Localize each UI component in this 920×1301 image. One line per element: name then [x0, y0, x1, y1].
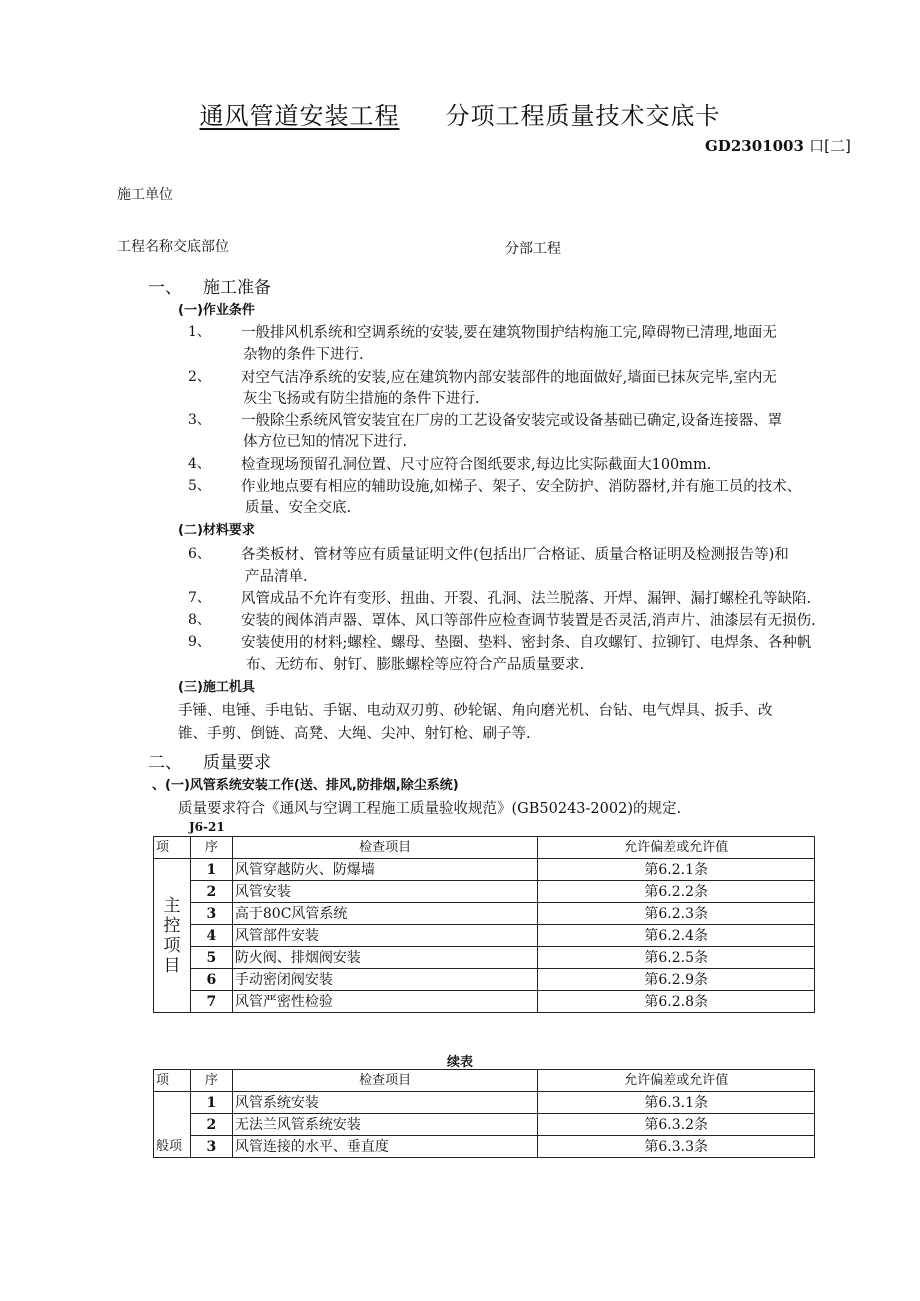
section2-sub1: 、(一)风管系统安装工作(送、排风,防排烟,除尘系统) — [152, 778, 459, 793]
list-item-text: 产品清单. — [245, 569, 308, 585]
list-item-number: 4、 — [188, 456, 211, 472]
seq-cell: 6 — [190, 969, 232, 991]
item-cell: 风管部件安装 — [232, 925, 538, 947]
value-cell: 第6.2.2条 — [538, 881, 815, 903]
item-cell: 风管连接的水平、垂直度 — [232, 1136, 538, 1158]
value-cell: 第6.2.5条 — [538, 947, 815, 969]
section1-sub1: (一)作业条件 — [178, 303, 255, 318]
header-cell: 允许偏差或允许值 — [538, 1070, 815, 1092]
list-item-number: 8、 — [188, 612, 211, 628]
header-cell: 检查项目 — [232, 1070, 538, 1092]
seq-cell: 5 — [190, 947, 232, 969]
value-cell: 第6.2.4条 — [538, 925, 815, 947]
table-row — [154, 859, 815, 881]
header-cell: 项 — [154, 1070, 191, 1092]
list-item-text: 质量、安全交底. — [245, 500, 352, 516]
section1-sub3: (三)施工机具 — [178, 680, 255, 695]
value-cell: 第6.2.9条 — [538, 969, 815, 991]
table-row — [154, 947, 815, 969]
table-header-row — [154, 1070, 815, 1092]
seq-cell: 3 — [190, 903, 232, 925]
main-control-table — [153, 836, 815, 1013]
table-row — [154, 925, 815, 947]
list-item-number: 2、 — [188, 369, 211, 385]
tools-text: 锥、手剪、倒链、高凳、大绳、尖冲、射钉枪、刷子等. — [178, 726, 531, 742]
table-caption: 续表 — [446, 1055, 473, 1070]
item-cell: 风管严密性检验 — [232, 991, 538, 1013]
section2-description: 质量要求符合《通风与空调工程施工质量验收规范》(GB50243-2002)的规定. — [178, 801, 682, 817]
seq-cell: 2 — [190, 881, 232, 903]
seq-cell: 1 — [190, 859, 232, 881]
header-cell: 序 — [190, 837, 232, 859]
header-cell: 序 — [190, 1070, 232, 1092]
item-cell: 风管安装 — [232, 881, 538, 903]
section2-number: 二、 — [148, 753, 182, 773]
item-cell: 无法兰风管系统安装 — [232, 1114, 538, 1136]
table-header-row — [154, 837, 815, 859]
table-row — [154, 881, 815, 903]
group-label-general: 般项 — [154, 1092, 191, 1158]
table-row — [154, 1092, 815, 1114]
value-cell: 第6.2.8条 — [538, 991, 815, 1013]
list-item-number: 7、 — [188, 590, 211, 606]
section1-sub2: (二)材料要求 — [178, 523, 255, 538]
code-boxes: 口[二] — [809, 137, 851, 155]
list-item-text: 灰尘飞扬或有防尘措施的条件下进行. — [243, 391, 480, 407]
value-cell: 第6.3.3条 — [538, 1136, 815, 1158]
item-cell: 高于80C风管系统 — [232, 903, 538, 925]
list-item-text: 一般除尘系统风管安装宜在厂房的工艺设备安装完或设备基础已确定,设备连接器、罩 — [241, 413, 783, 429]
document-code — [705, 135, 851, 156]
list-item-number: 6、 — [188, 546, 211, 562]
list-item-text: 一般排风机系统和空调系统的安装,要在建筑物围护结构施工完,障碍物已清理,地面无 — [241, 325, 777, 341]
seq-cell: 7 — [190, 991, 232, 1013]
group-label-main-control: 主 控 项 目 — [154, 859, 191, 1013]
header-cell: 项 — [154, 837, 191, 859]
list-item-text: 安装使用的材料;螺栓、螺母、垫圈、垫料、密封条、自攻螺钉、拉铆钉、电焊条、各种帆 — [241, 635, 812, 651]
title-project: 通风管道安装工程 — [199, 102, 400, 130]
title-main: 分项工程质量技术交底卡 — [445, 102, 721, 130]
construction-unit-label: 施工单位 — [117, 187, 173, 203]
list-item-text: 体方位已知的情况下进行. — [243, 434, 408, 450]
list-item-text: 检查现场预留孔洞位置、尺寸应符合图纸要求,每边比实际截面大100mm. — [241, 457, 712, 473]
list-item-text: 风管成品不允许有变形、扭曲、开裂、孔洞、法兰脱落、开焊、漏钾、漏打螺栓孔等缺陷. — [241, 591, 812, 607]
general-items-table — [153, 1069, 815, 1158]
table-row — [154, 903, 815, 925]
value-cell: 第6.2.1条 — [538, 859, 815, 881]
list-item-text: 各类板材、管材等应有质量证明文件(包括出厂合格证、质量合格证明及检测报告等)和 — [241, 547, 789, 563]
header-cell: 检查项目 — [232, 837, 538, 859]
item-cell: 风管系统安装 — [232, 1092, 538, 1114]
item-cell: 手动密闭阀安装 — [232, 969, 538, 991]
table-row — [154, 969, 815, 991]
item-cell: 防火阀、排烟阀安装 — [232, 947, 538, 969]
list-item-text: 杂物的条件下进行. — [243, 347, 364, 363]
project-name-label: 工程名称交底部位 — [117, 239, 229, 255]
list-item-number: 3、 — [188, 412, 211, 428]
table-row — [154, 991, 815, 1013]
seq-cell: 2 — [190, 1114, 232, 1136]
tools-text: 手锤、电锤、手电钻、手锯、电动双刃剪、砂轮锯、角向磨光机、台钻、电气焊具、扳手、改 — [178, 703, 773, 719]
table-row — [154, 1114, 815, 1136]
list-item-text: 对空气洁净系统的安装,应在建筑物内部安装部件的地面做好,墙面已抹灰完毕,室内无 — [241, 370, 777, 386]
list-item-text: 安装的阀体消声器、罩体、风口等部件应检查调节装置是否灵活,消声片、油漆层有无损伤. — [241, 613, 816, 629]
seq-cell: 1 — [190, 1092, 232, 1114]
section1-number: 一、 — [148, 278, 182, 298]
code-number: GD2301003 — [705, 137, 804, 155]
section2-heading: 质量要求 — [203, 753, 271, 773]
item-cell: 风管穿越防火、防爆墙 — [232, 859, 538, 881]
value-cell: 第6.3.2条 — [538, 1114, 815, 1136]
seq-cell: 4 — [190, 925, 232, 947]
table-row — [154, 1136, 815, 1158]
list-item-number: 1、 — [188, 324, 211, 340]
list-item-text: 作业地点要有相应的辅助设施,如梯子、架子、安全防护、消防器材,并有施工员的技术、 — [241, 479, 802, 495]
list-item-number: 5、 — [188, 478, 211, 494]
section1-heading: 施工准备 — [203, 278, 271, 298]
list-item-number: 9、 — [188, 634, 211, 650]
header-cell: 允许偏差或允许值 — [538, 837, 815, 859]
division-label: 分部工程 — [505, 241, 561, 257]
table-id: J6-21 — [189, 820, 225, 834]
value-cell: 第6.3.1条 — [538, 1092, 815, 1114]
seq-cell: 3 — [190, 1136, 232, 1158]
value-cell: 第6.2.3条 — [538, 903, 815, 925]
list-item-text: 布、无纺布、射钉、膨胀螺栓等应符合产品质量要求. — [246, 657, 585, 673]
page-title — [0, 96, 920, 131]
